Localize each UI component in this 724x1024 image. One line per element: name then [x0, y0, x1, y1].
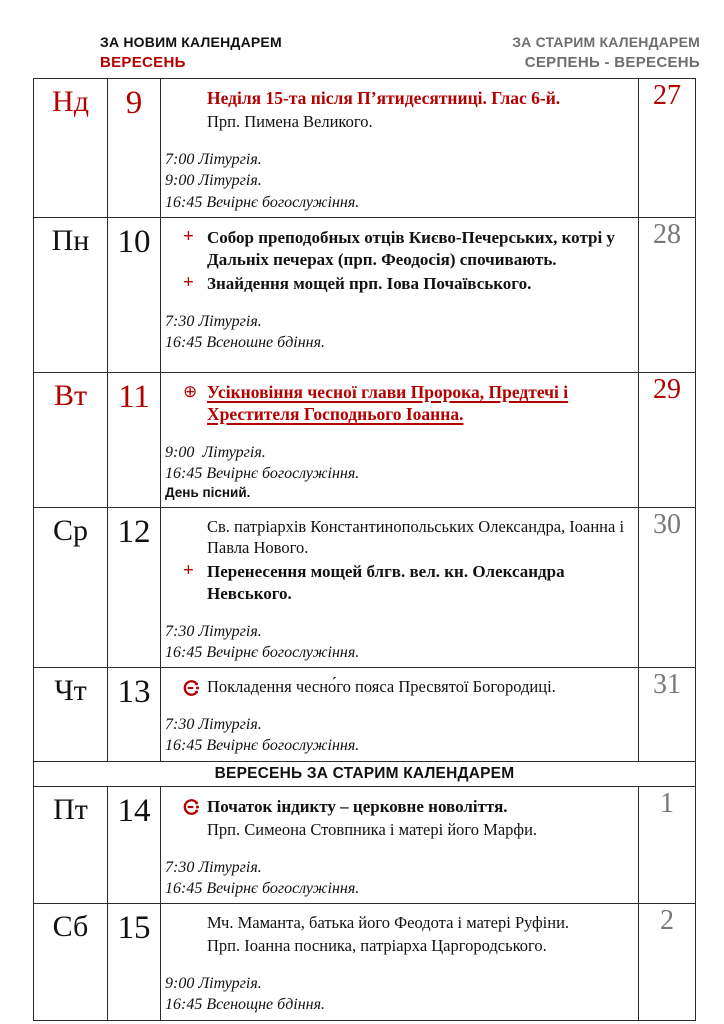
feast-entry	[161, 677, 632, 698]
service-time: 16:45 Всенощне бдіння.	[165, 996, 326, 1014]
calendar-day-row	[34, 79, 696, 218]
section-separator-row	[34, 761, 696, 786]
old-date-cell	[639, 217, 696, 372]
separator-title: ВЕРЕСЕНЬ ЗА СТАРИМ КАЛЕНДАРЕМ	[214, 765, 515, 783]
service-time: 16:45 Вечірнє богослужіння.	[165, 193, 360, 211]
service-time: 7:30 Літургія.	[165, 312, 262, 330]
new-date-cell	[108, 217, 161, 372]
new-date-number: 14	[117, 792, 151, 829]
new-date-number: 15	[117, 910, 151, 947]
new-date-cell	[108, 668, 161, 762]
feast-text: Знайдення мощей прп. Іова Почаївського.	[207, 273, 532, 293]
description-cell	[161, 217, 639, 372]
service-time: 7:00 Літургія.	[165, 151, 262, 168]
old-date-number: 29	[653, 373, 681, 405]
weekday-cell	[34, 668, 108, 762]
feast-text: Усікновіння чесної глави Пророка, Предтечі і Хрестителя Господнього Іоанна.	[207, 381, 569, 424]
service-times	[161, 714, 632, 757]
calendar-day-row	[34, 786, 696, 904]
feast-entry	[161, 796, 632, 818]
feast-text: Мч. Маманта, батька його Феодота і матері Руфіни.	[207, 913, 570, 933]
calendar-table	[33, 78, 696, 1021]
description-cell	[161, 372, 639, 507]
feast-text: Собор преподобных отців Києво-Печерських, котрі у Дальніх печерах (прп. Феодосія) спочивають.	[207, 227, 615, 269]
feast-entries	[161, 227, 632, 295]
feast-entries	[161, 517, 632, 605]
feast-text: Покладення чесно́го пояса Пресвятої Богородиці.	[207, 677, 556, 697]
feast-entry	[161, 88, 632, 110]
weekday-abbr: Ср	[52, 513, 88, 547]
weekday-cell	[34, 372, 108, 507]
feast-entries	[161, 382, 632, 426]
feast-text: Прп. Пимена Великого.	[207, 112, 373, 131]
service-times	[161, 149, 632, 213]
calendar-day-row	[34, 217, 696, 372]
great-feast-icon: ⊕	[183, 381, 198, 402]
description-cell	[161, 507, 639, 668]
service-times	[161, 311, 632, 354]
weekday-abbr: Пт	[53, 792, 88, 826]
weekday-abbr: Нд	[52, 85, 89, 118]
weekday-cell	[34, 904, 108, 1021]
calendar-day-row	[34, 904, 696, 1021]
old-date-cell	[639, 786, 696, 904]
old-date-number: 27	[653, 80, 681, 111]
old-date-number: 2	[660, 905, 674, 937]
weekday-abbr: Сб	[52, 910, 89, 944]
new-date-cell	[108, 786, 161, 904]
feast-entries	[161, 677, 632, 698]
feast-entry	[161, 561, 632, 605]
description-cell	[161, 904, 639, 1021]
weekday-abbr: Вт	[53, 378, 88, 412]
calendar-day-row	[34, 372, 696, 507]
feast-text: Св. патріархів Константинопольських Олександра, Іоанна і Павла Нового.	[207, 516, 625, 557]
feast-entry	[161, 273, 632, 295]
service-time: 16:45 Вечірнє богослужіння.	[165, 879, 360, 897]
new-date-cell	[108, 79, 161, 218]
weekday-cell	[34, 217, 108, 372]
service-times	[161, 857, 632, 900]
feast-text: Перенесення мощей блгв. вел. кн. Олександра Невського.	[207, 561, 565, 603]
weekday-abbr: Чт	[54, 674, 87, 708]
doxology-sign-icon	[183, 679, 199, 697]
description-cell	[161, 786, 639, 904]
old-calendar-label: ЗА СТАРИМ КАЛЕНДАРЕМ	[512, 34, 700, 50]
old-calendar-months: СЕРПЕНЬ - ВЕРЕСЕНЬ	[524, 54, 700, 71]
red-cross-icon: +	[183, 225, 194, 247]
service-times	[161, 973, 632, 1016]
new-calendar-label: ЗА НОВИМ КАЛЕНДАРЕМ	[100, 34, 282, 50]
weekday-abbr: Пн	[51, 223, 90, 257]
feast-text: Неділя 15-та після П’ятидесятниці. Глас 6-й.	[207, 88, 561, 108]
header-old-calendar	[512, 33, 700, 72]
old-date-number: 28	[653, 218, 681, 250]
calendar-day-row	[34, 507, 696, 668]
feast-entries	[161, 88, 632, 133]
feast-entries	[161, 913, 632, 957]
feast-entry	[161, 936, 632, 957]
service-time: 9:00 Літургія.	[165, 443, 266, 461]
old-date-cell	[639, 79, 696, 218]
header-new-calendar	[100, 33, 282, 72]
feast-entry	[161, 227, 632, 271]
feast-entry	[161, 517, 632, 559]
feast-entry	[161, 913, 632, 934]
red-cross-icon: +	[183, 559, 194, 581]
service-time: 9:00 Літургія.	[165, 975, 262, 993]
calendar-day-row	[34, 668, 696, 762]
red-cross-icon: +	[183, 271, 194, 293]
new-date-number: 9	[125, 85, 143, 121]
weekday-cell	[34, 79, 108, 218]
feast-entries	[161, 796, 632, 841]
feast-text: Початок індикту – церковне новоліття.	[207, 796, 508, 816]
new-date-number: 11	[118, 378, 150, 415]
service-times	[161, 621, 632, 664]
service-time: 7:30 Літургія.	[165, 858, 262, 876]
new-date-cell	[108, 372, 161, 507]
new-calendar-month: ВЕРЕСЕНЬ	[100, 54, 186, 71]
feast-entry	[161, 820, 632, 841]
old-date-cell	[639, 507, 696, 668]
doxology-sign-icon	[183, 798, 199, 816]
old-date-number: 1	[660, 787, 674, 819]
weekday-cell	[34, 786, 108, 904]
service-time: 16:45 Всеношне бдіння.	[165, 334, 326, 352]
service-times	[161, 442, 632, 485]
service-time: 16:45 Вечірнє богослужіння.	[165, 643, 360, 661]
service-time: 16:45 Вечірнє богослужіння.	[165, 465, 360, 483]
feast-text: Прп. Симеона Стовпника і матері його Марфи.	[207, 819, 538, 839]
new-date-number: 10	[117, 223, 151, 260]
service-time: 16:45 Вечірнє богослужіння.	[165, 737, 360, 755]
old-date-number: 30	[653, 508, 681, 540]
old-date-cell	[639, 904, 696, 1021]
new-date-number: 13	[117, 674, 151, 711]
old-date-number: 31	[653, 669, 681, 701]
feast-entry	[161, 112, 632, 133]
description-cell	[161, 668, 639, 762]
fasting-note: День пісний.	[165, 485, 251, 501]
weekday-cell	[34, 507, 108, 668]
service-time: 9:00 Літургія.	[165, 172, 262, 190]
new-date-cell	[108, 507, 161, 668]
new-date-cell	[108, 904, 161, 1021]
old-date-cell	[639, 668, 696, 762]
feast-entry	[161, 382, 632, 426]
service-time: 7:30 Літургія.	[165, 716, 262, 734]
separator-cell	[34, 761, 696, 786]
service-time: 7:30 Літургія.	[165, 622, 262, 640]
feast-text: Прп. Іоанна посника, патріарха Царгородського.	[207, 936, 547, 956]
new-date-number: 12	[117, 513, 151, 550]
description-cell	[161, 79, 639, 218]
old-date-cell	[639, 372, 696, 507]
